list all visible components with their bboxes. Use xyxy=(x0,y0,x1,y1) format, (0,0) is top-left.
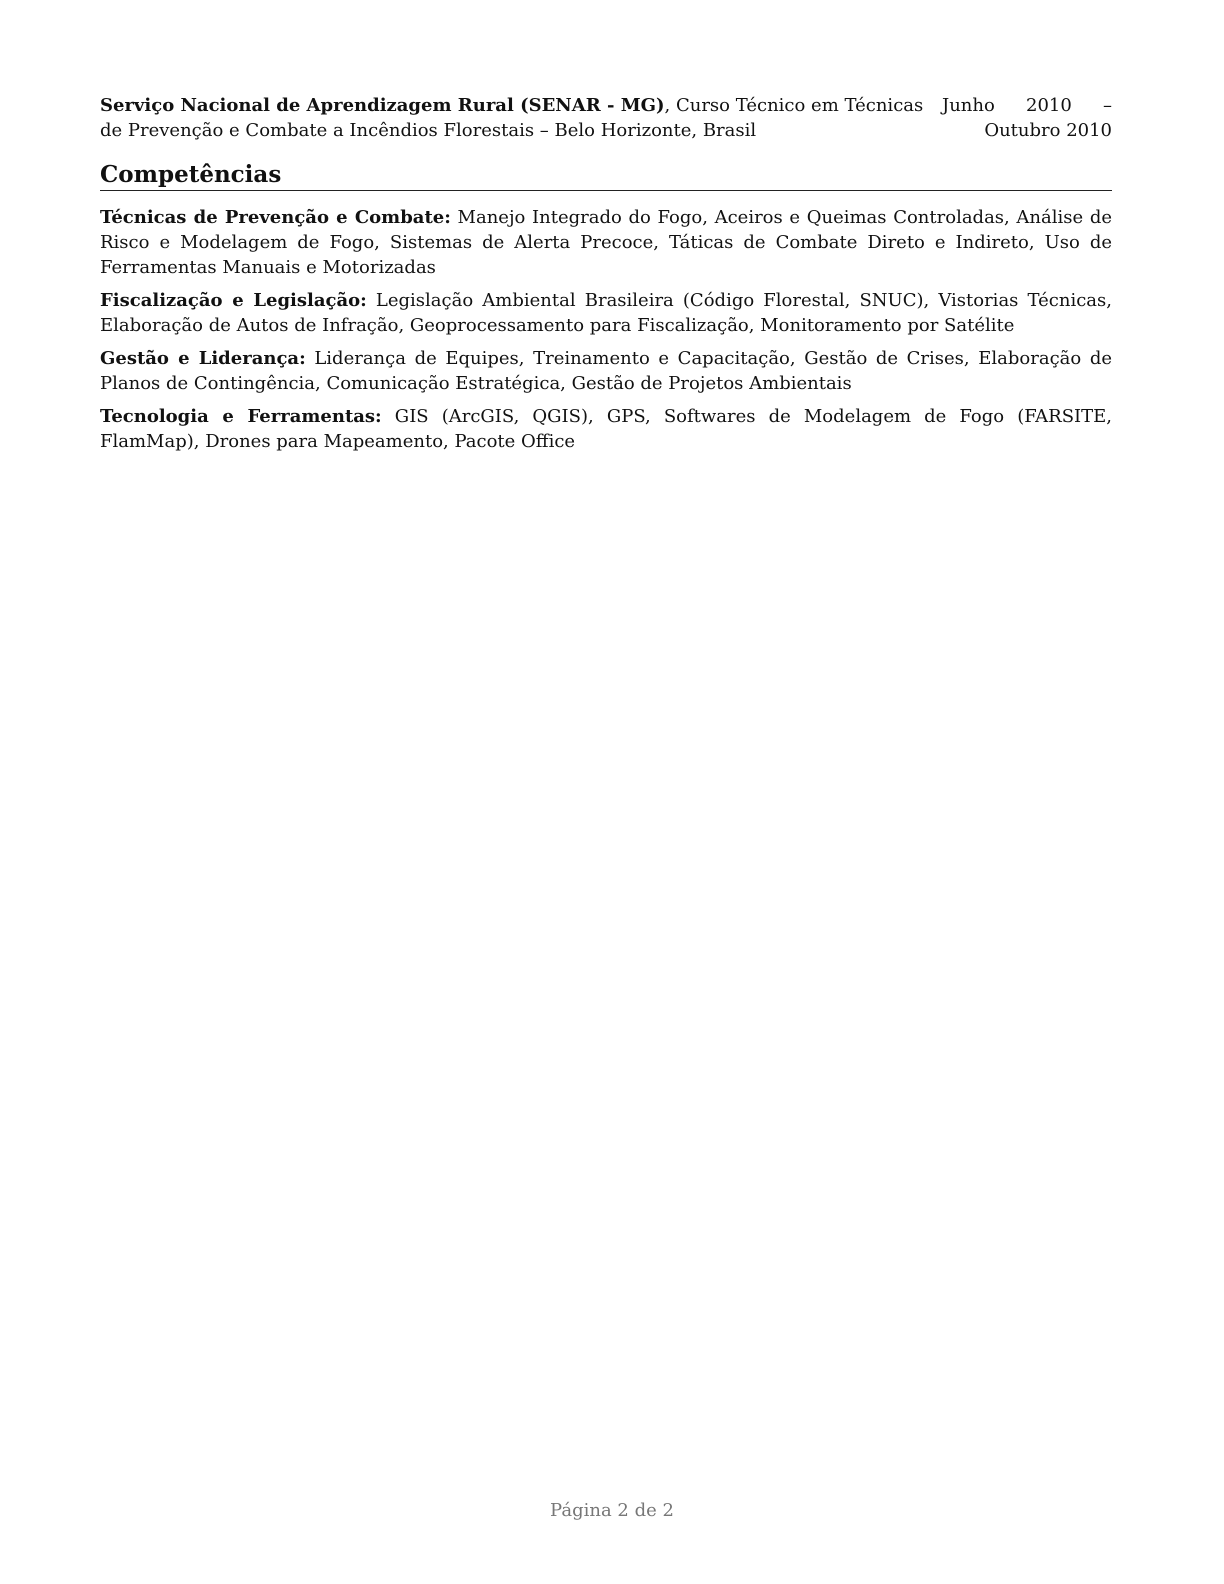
education-entry xyxy=(100,93,1112,143)
skill-row xyxy=(100,205,1112,280)
education-main xyxy=(100,93,940,143)
education-dates: Junho 2010 – Outubro 2010 xyxy=(942,95,1112,141)
skill-text: Manejo Integrado do Fogo, Aceiros e Queimas Controladas, Análise de Risco e Modelagem de Fogo, Sistemas de Alerta Precoce, Táticas de Combate Direto e Indireto, Uso de Ferramentas Manuais e Motorizadas xyxy=(100,207,1112,278)
page-number-footer: Página 2 de 2 xyxy=(550,1500,674,1521)
skill-text: Liderança de Equipes, Treinamento e Capacitação, Gestão de Crises, Elaboração de Planos de Contingência, Comunicação Estratégica, Gestão de Projetos Ambientais xyxy=(100,348,1112,394)
skill-text: GIS (ArcGIS, QGIS), GPS, Softwares de Modelagem de Fogo (FARSITE, FlamMap), Drones para Mapeamento, Pacote Office xyxy=(100,406,1112,452)
skill-label: Técnicas de Prevenção e Combate: xyxy=(100,207,451,228)
skill-label: Gestão e Liderança: xyxy=(100,348,306,369)
skill-label: Tecnologia e Ferramentas: xyxy=(100,406,382,427)
skill-row xyxy=(100,404,1112,454)
skill-label: Fiscalização e Legislação: xyxy=(100,290,367,311)
education-description: , Curso Técnico em Técnicas de Prevenção e Combate a Incêndios Florestais – Belo Horizonte, Brasil xyxy=(100,95,924,141)
skill-row xyxy=(100,346,1112,396)
skill-row xyxy=(100,288,1112,338)
skills-list xyxy=(100,205,1112,454)
education-institution: Serviço Nacional de Aprendizagem Rural (SENAR - MG) xyxy=(100,95,665,116)
skill-text: Legislação Ambiental Brasileira (Código Florestal, SNUC), Vistorias Técnicas, Elaboração de Autos de Infração, Geoprocessamento para Fiscalização, Monitoramento por Satélite xyxy=(100,290,1112,336)
section-title-competencias: Competências xyxy=(100,160,1112,191)
resume-page xyxy=(100,93,1112,462)
